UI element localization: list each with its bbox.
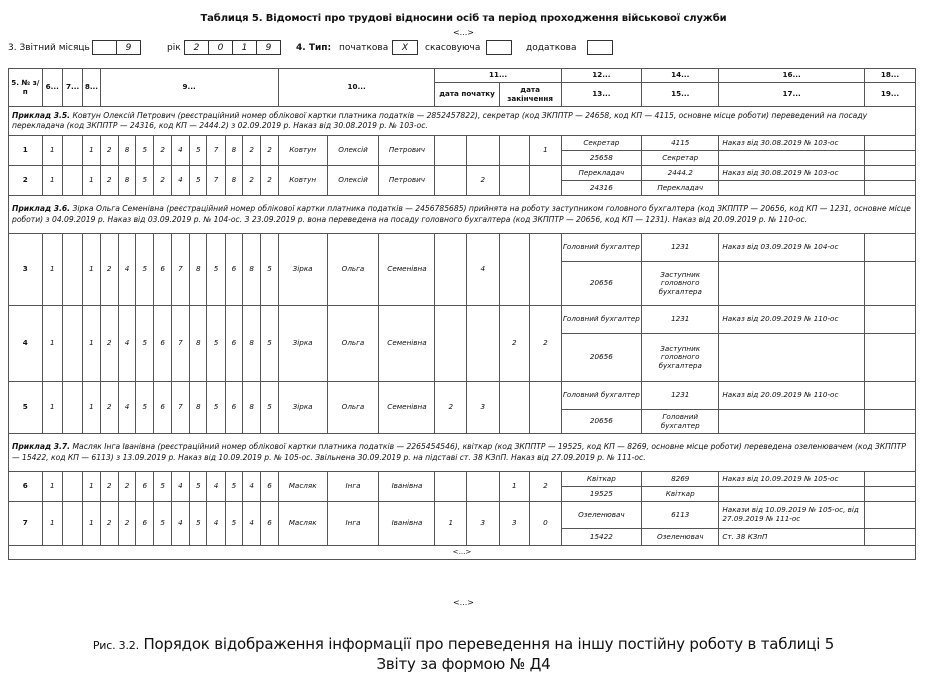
table-row bbox=[9, 306, 916, 334]
col-6-value: 1 bbox=[42, 382, 62, 434]
tax-id-digit: 2 bbox=[100, 382, 118, 434]
col-18-value bbox=[864, 234, 915, 262]
col-14-header: 14... bbox=[642, 69, 719, 83]
tax-id-digit: 6 bbox=[136, 472, 154, 502]
col-15-header: 15... bbox=[642, 83, 719, 107]
example-text: Ковтун Олексій Петрович (реєстраційний номер облікової картки платника податків — 2852457822), секретар (код ЗКППТР — 24658, код КП — 4115, основне місце роботи) переведений на посаду перекладача (код ЗКППТР — 24316, код КП — 2444.2) з 02.09.2019 р. Наказ від 30.08.2019 р. № 103-ос. bbox=[12, 110, 868, 130]
col-8-value: 1 bbox=[83, 166, 100, 196]
start-date-1 bbox=[435, 306, 467, 382]
col-7-value bbox=[62, 382, 82, 434]
position-name: Озеленювач bbox=[561, 502, 641, 529]
col-11-end-header: дата закінчення bbox=[499, 83, 561, 107]
tax-id-digit: 6 bbox=[225, 382, 242, 434]
tax-id-digit: 5 bbox=[261, 382, 278, 434]
order-text: Наказ від 30.08.2019 № 103-ос bbox=[719, 166, 865, 181]
end-date-1: 2 bbox=[499, 306, 530, 382]
tax-id-digit: 2 bbox=[100, 502, 118, 546]
dismissal-basis bbox=[719, 334, 865, 382]
col-13-header: 13... bbox=[561, 83, 641, 107]
tax-id-digit: 7 bbox=[171, 306, 189, 382]
tax-id-digit: 7 bbox=[171, 234, 189, 306]
position-title: Головний бухгалтер bbox=[642, 410, 719, 434]
col-19-value bbox=[864, 334, 915, 382]
tax-id-digit: 5 bbox=[207, 234, 225, 306]
col-8-value: 1 bbox=[83, 136, 100, 166]
end-date-1 bbox=[499, 166, 530, 196]
col-8-value: 1 bbox=[83, 306, 100, 382]
patronymic: Іванівна bbox=[379, 472, 435, 502]
tax-id-digit: 2 bbox=[118, 472, 135, 502]
end-date-1: 1 bbox=[499, 472, 530, 502]
row-number: 3 bbox=[9, 234, 43, 306]
zkpptr-code: 20656 bbox=[561, 410, 641, 434]
table-row bbox=[9, 136, 916, 151]
first-name: Олексій bbox=[327, 166, 379, 196]
col-19-value bbox=[864, 410, 915, 434]
start-date-1 bbox=[435, 234, 467, 306]
tax-id-digit: 2 bbox=[100, 136, 118, 166]
month-label: 3. Звітний місяць bbox=[8, 43, 90, 53]
tax-id-digit: 5 bbox=[190, 502, 207, 546]
col-16-header: 16... bbox=[719, 69, 865, 83]
tax-id-digit: 4 bbox=[243, 472, 261, 502]
col-19-value bbox=[864, 487, 915, 502]
tax-id-digit: 5 bbox=[154, 472, 171, 502]
table-row bbox=[9, 502, 916, 529]
start-date-1: 1 bbox=[435, 502, 467, 546]
tax-id-digit: 2 bbox=[100, 166, 118, 196]
tax-id-digit: 2 bbox=[243, 166, 261, 196]
col-11-start-header: дата початку bbox=[435, 83, 499, 107]
table-row bbox=[9, 234, 916, 262]
dismissal-basis bbox=[719, 262, 865, 306]
kp-code: 6113 bbox=[642, 502, 719, 529]
end-date-1: 3 bbox=[499, 502, 530, 546]
tax-id-digit: 6 bbox=[225, 234, 242, 306]
tax-id-digit: 6 bbox=[154, 306, 171, 382]
end-date-1 bbox=[499, 136, 530, 166]
tax-id-digit: 2 bbox=[100, 234, 118, 306]
tax-id-digit: 4 bbox=[118, 234, 135, 306]
col-5-header: 5. № з/п bbox=[9, 69, 43, 107]
tax-id-digit: 2 bbox=[261, 166, 278, 196]
last-name: Ковтун bbox=[278, 136, 327, 166]
position-title: Квіткар bbox=[642, 487, 719, 502]
tax-id-digit: 5 bbox=[261, 306, 278, 382]
tax-id-digit: 2 bbox=[261, 136, 278, 166]
col-7-value bbox=[62, 234, 82, 306]
position-title: Озеленювач bbox=[642, 529, 719, 546]
tax-id-digit: 7 bbox=[207, 166, 225, 196]
position-name: Квіткар bbox=[561, 472, 641, 487]
position-name: Секретар bbox=[561, 136, 641, 151]
col-18-value bbox=[864, 382, 915, 410]
ellipsis-top: <...> bbox=[452, 28, 475, 37]
tax-id-digit: 4 bbox=[207, 502, 225, 546]
tax-id-digit: 6 bbox=[154, 382, 171, 434]
col-8-value: 1 bbox=[83, 472, 100, 502]
col-19-header: 19... bbox=[864, 83, 915, 107]
col-7-value bbox=[62, 166, 82, 196]
first-name: Ольга bbox=[327, 306, 379, 382]
end-date-2: 0 bbox=[530, 502, 562, 546]
col-7-header: 7... bbox=[62, 69, 82, 107]
order-text: Наказ від 30.08.2019 № 103-ос bbox=[719, 136, 865, 151]
tax-id-digit: 4 bbox=[118, 382, 135, 434]
position-name: Головний бухгалтер bbox=[561, 234, 641, 262]
table-row bbox=[9, 382, 916, 410]
patronymic: Петрович bbox=[379, 166, 435, 196]
first-name: Олексій bbox=[327, 136, 379, 166]
example-label: Приклад 3.6. bbox=[12, 204, 71, 214]
col-12-header: 12... bbox=[561, 69, 641, 83]
tax-id-digit: 6 bbox=[261, 472, 278, 502]
tax-id-digit: 2 bbox=[243, 136, 261, 166]
tax-id-digit: 4 bbox=[118, 306, 135, 382]
figure-caption bbox=[0, 635, 927, 673]
end-date-2: 1 bbox=[530, 136, 562, 166]
additional-box[interactable] bbox=[587, 40, 613, 55]
start-date-2 bbox=[467, 136, 500, 166]
year-box-1[interactable]: 2 bbox=[184, 40, 209, 55]
tax-id-digit: 2 bbox=[100, 472, 118, 502]
dismissal-basis bbox=[719, 181, 865, 196]
cancel-label: скасовуюча bbox=[425, 43, 481, 53]
tax-id-digit: 2 bbox=[100, 306, 118, 382]
kp-code: 1231 bbox=[642, 306, 719, 334]
last-name: Масляк bbox=[278, 472, 327, 502]
example-text: Зірка Ольга Семенівна (реєстраційний номер облікової картки платника податків — 2456785685) прийнята на роботу заступником головного бухгалтера (код ЗКППТР — 20656, код КП — 1231, основне місце роботи) з 04.09.2019 р. Наказ від 03.09.2019 р. № 104-ос. З 23.09.2019 р. вона переведена на посаду головного бухгалтера (код ЗКППТР — 20656, код КП — 1231). Наказ від 20.09.2019 р. № 110-ос. bbox=[12, 204, 911, 224]
example-label: Приклад 3.5. bbox=[12, 110, 71, 120]
ellipsis-table: <...> bbox=[9, 546, 916, 560]
col-7-value bbox=[62, 306, 82, 382]
caption-ref: Рис. 3.2. bbox=[92, 639, 139, 652]
row-number: 4 bbox=[9, 306, 43, 382]
tax-id-digit: 8 bbox=[190, 234, 207, 306]
tax-id-digit: 5 bbox=[154, 502, 171, 546]
patronymic: Семенівна bbox=[379, 306, 435, 382]
tax-id-digit: 5 bbox=[136, 306, 154, 382]
col-19-value bbox=[864, 181, 915, 196]
tax-id-digit: 8 bbox=[243, 234, 261, 306]
end-date-2: 2 bbox=[530, 306, 562, 382]
tax-id-digit: 7 bbox=[207, 136, 225, 166]
kp-code: 8269 bbox=[642, 472, 719, 487]
col-17-header: 17... bbox=[719, 83, 865, 107]
kp-code: 1231 bbox=[642, 234, 719, 262]
position-title: Секретар bbox=[642, 151, 719, 166]
last-name: Зірка bbox=[278, 234, 327, 306]
tax-id-digit: 5 bbox=[136, 166, 154, 196]
col-10-header: 10... bbox=[278, 69, 435, 107]
order-text: Наказ від 03.09.2019 № 104-ос bbox=[719, 234, 865, 262]
position-name: Головний бухгалтер bbox=[561, 382, 641, 410]
row-number: 5 bbox=[9, 382, 43, 434]
first-name: Ольга bbox=[327, 234, 379, 306]
kp-code: 1231 bbox=[642, 382, 719, 410]
report-header bbox=[8, 40, 920, 58]
tax-id-digit: 5 bbox=[136, 382, 154, 434]
end-date-1 bbox=[499, 382, 530, 434]
tax-id-digit: 5 bbox=[136, 234, 154, 306]
order-text: Накази від 10.09.2019 № 105-ос, від 27.09.2019 № 111-ос bbox=[719, 502, 865, 529]
end-date-2 bbox=[530, 382, 562, 434]
dismissal-basis bbox=[719, 487, 865, 502]
start-date-2: 3 bbox=[467, 502, 500, 546]
tax-id-digit: 5 bbox=[190, 472, 207, 502]
tax-id-digit: 6 bbox=[154, 234, 171, 306]
position-title: Заступник головного бухгалтера bbox=[642, 334, 719, 382]
start-date-2: 3 bbox=[467, 382, 500, 434]
tax-id-digit: 5 bbox=[261, 234, 278, 306]
col-7-value bbox=[62, 136, 82, 166]
table-title: Таблиця 5. Відомості про трудові відносини осіб та період проходження військової служби bbox=[200, 13, 727, 24]
table-footer-row bbox=[9, 546, 916, 560]
year-label: рік bbox=[167, 43, 181, 53]
example-description bbox=[9, 434, 916, 472]
first-name: Ольга bbox=[327, 382, 379, 434]
last-name: Масляк bbox=[278, 502, 327, 546]
end-date-2: 2 bbox=[530, 472, 562, 502]
col-9-header: 9... bbox=[100, 69, 278, 107]
tax-id-digit: 4 bbox=[171, 166, 189, 196]
col-6-value: 1 bbox=[42, 234, 62, 306]
main-table bbox=[8, 68, 916, 560]
col-19-value bbox=[864, 151, 915, 166]
month-box-2[interactable]: 9 bbox=[116, 40, 141, 55]
example-description bbox=[9, 196, 916, 234]
row-number: 6 bbox=[9, 472, 43, 502]
tax-id-digit: 2 bbox=[154, 166, 171, 196]
col-11-header: 11... bbox=[435, 69, 561, 83]
year-box-3[interactable]: 1 bbox=[232, 40, 257, 55]
caption-line-1: Порядок відображення інформації про переведення на іншу постійну роботу в таблиці 5 bbox=[138, 635, 835, 653]
position-name: Головний бухгалтер bbox=[561, 306, 641, 334]
col-18-value bbox=[864, 472, 915, 487]
tax-id-digit: 4 bbox=[171, 472, 189, 502]
table-row bbox=[9, 166, 916, 181]
zkpptr-code: 19525 bbox=[561, 487, 641, 502]
tax-id-digit: 8 bbox=[118, 166, 135, 196]
col-8-value: 1 bbox=[83, 502, 100, 546]
tax-id-digit: 8 bbox=[225, 136, 242, 166]
dismissal-basis bbox=[719, 410, 865, 434]
start-date-2 bbox=[467, 306, 500, 382]
patronymic: Семенівна bbox=[379, 234, 435, 306]
tax-id-digit: 8 bbox=[225, 166, 242, 196]
zkpptr-code: 15422 bbox=[561, 529, 641, 546]
col-6-value: 1 bbox=[42, 166, 62, 196]
order-text: Наказ від 10.09.2019 № 105-ос bbox=[719, 472, 865, 487]
year-box-2[interactable]: 0 bbox=[208, 40, 233, 55]
start-date-2: 4 bbox=[467, 234, 500, 306]
col-8-value: 1 bbox=[83, 382, 100, 434]
tax-id-digit: 7 bbox=[171, 382, 189, 434]
end-date-1 bbox=[499, 234, 530, 306]
tax-id-digit: 8 bbox=[243, 306, 261, 382]
start-date-2: 2 bbox=[467, 166, 500, 196]
tax-id-digit: 6 bbox=[225, 306, 242, 382]
first-name: Інга bbox=[327, 502, 379, 546]
tax-id-digit: 5 bbox=[207, 382, 225, 434]
tax-id-digit: 5 bbox=[225, 502, 242, 546]
last-name: Зірка bbox=[278, 306, 327, 382]
col-6-value: 1 bbox=[42, 306, 62, 382]
last-name: Ковтун bbox=[278, 166, 327, 196]
tax-id-digit: 8 bbox=[190, 382, 207, 434]
example-description bbox=[9, 107, 916, 136]
row-number: 7 bbox=[9, 502, 43, 546]
tax-id-digit: 5 bbox=[207, 306, 225, 382]
year-box-4[interactable]: 9 bbox=[256, 40, 281, 55]
tax-id-digit: 2 bbox=[154, 136, 171, 166]
start-date-2 bbox=[467, 472, 500, 502]
col-6-value: 1 bbox=[42, 136, 62, 166]
patronymic: Семенівна bbox=[379, 382, 435, 434]
tax-id-digit: 5 bbox=[190, 166, 207, 196]
tax-id-digit: 8 bbox=[243, 382, 261, 434]
table-header-row-1 bbox=[9, 69, 916, 83]
col-19-value bbox=[864, 262, 915, 306]
zkpptr-code: 24316 bbox=[561, 181, 641, 196]
zkpptr-code: 25658 bbox=[561, 151, 641, 166]
col-6-header: 6... bbox=[42, 69, 62, 107]
kp-code: 2444.2 bbox=[642, 166, 719, 181]
additional-label: додаткова bbox=[526, 43, 577, 53]
dismissal-basis: Ст. 38 КЗпП bbox=[719, 529, 865, 546]
row-number: 2 bbox=[9, 166, 43, 196]
tax-id-digit: 4 bbox=[171, 136, 189, 166]
position-name: Перекладач bbox=[561, 166, 641, 181]
table-row bbox=[9, 472, 916, 487]
tax-id-digit: 6 bbox=[136, 502, 154, 546]
example-label: Приклад 3.7. bbox=[12, 442, 71, 452]
col-18-value bbox=[864, 306, 915, 334]
tax-id-digit: 6 bbox=[261, 502, 278, 546]
patronymic: Петрович bbox=[379, 136, 435, 166]
order-text: Наказ від 20.09.2019 № 110-ос bbox=[719, 306, 865, 334]
start-date-1 bbox=[435, 136, 467, 166]
start-date-1 bbox=[435, 472, 467, 502]
end-date-2 bbox=[530, 234, 562, 306]
col-8-header: 8... bbox=[83, 69, 100, 107]
tax-id-digit: 5 bbox=[136, 136, 154, 166]
patronymic: Іванівна bbox=[379, 502, 435, 546]
position-title: Заступник головного бухгалтера bbox=[642, 262, 719, 306]
zkpptr-code: 20656 bbox=[561, 262, 641, 306]
col-18-value bbox=[864, 166, 915, 181]
initial-box[interactable]: Х bbox=[392, 40, 418, 55]
first-name: Інга bbox=[327, 472, 379, 502]
tax-id-digit: 8 bbox=[190, 306, 207, 382]
start-date-1 bbox=[435, 166, 467, 196]
col-19-value bbox=[864, 529, 915, 546]
example-row bbox=[9, 107, 916, 136]
col-8-value: 1 bbox=[83, 234, 100, 306]
col-6-value: 1 bbox=[42, 502, 62, 546]
example-row bbox=[9, 196, 916, 234]
example-text: Масляк Інга Іванівна (реєстраційний номер облікової картки платника податків — 2265454546), квіткар (код ЗКППТР — 19525, код КП — 8269, основне місце роботи) переведена озеленювачем (код ЗКППТР — 15422, код КП — 6113) з 13.09.2019 р. Наказ від 10.09.2019 р. № 105-ос. Звільнена 30.09.2019 р. на підставі ст. 38 КЗпП. Наказ від 27.09.2019 р. № 111-ос. bbox=[12, 442, 906, 462]
tax-id-digit: 4 bbox=[207, 472, 225, 502]
example-row bbox=[9, 434, 916, 472]
order-text: Наказ від 20.09.2019 № 110-ос bbox=[719, 382, 865, 410]
kp-code: 4115 bbox=[642, 136, 719, 151]
tax-id-digit: 5 bbox=[190, 136, 207, 166]
month-box-1[interactable] bbox=[92, 40, 117, 55]
col-7-value bbox=[62, 472, 82, 502]
dismissal-basis bbox=[719, 151, 865, 166]
last-name: Зірка bbox=[278, 382, 327, 434]
col-6-value: 1 bbox=[42, 472, 62, 502]
tax-id-digit: 4 bbox=[243, 502, 261, 546]
ellipsis-bottom: <...> bbox=[452, 598, 475, 607]
tax-id-digit: 5 bbox=[225, 472, 242, 502]
initial-label: початкова bbox=[339, 43, 389, 53]
caption-line-2: Звіту за формою № Д4 bbox=[376, 655, 551, 673]
tax-id-digit: 2 bbox=[118, 502, 135, 546]
tax-id-digit: 4 bbox=[171, 502, 189, 546]
type-label: 4. Тип: bbox=[296, 43, 332, 53]
col-18-value bbox=[864, 136, 915, 151]
col-18-value bbox=[864, 502, 915, 529]
zkpptr-code: 20656 bbox=[561, 334, 641, 382]
position-title: Перекладач bbox=[642, 181, 719, 196]
col-7-value bbox=[62, 502, 82, 546]
tax-id-digit: 8 bbox=[118, 136, 135, 166]
row-number: 1 bbox=[9, 136, 43, 166]
end-date-2 bbox=[530, 166, 562, 196]
start-date-1: 2 bbox=[435, 382, 467, 434]
col-18-header: 18... bbox=[864, 69, 915, 83]
cancel-box[interactable] bbox=[486, 40, 512, 55]
